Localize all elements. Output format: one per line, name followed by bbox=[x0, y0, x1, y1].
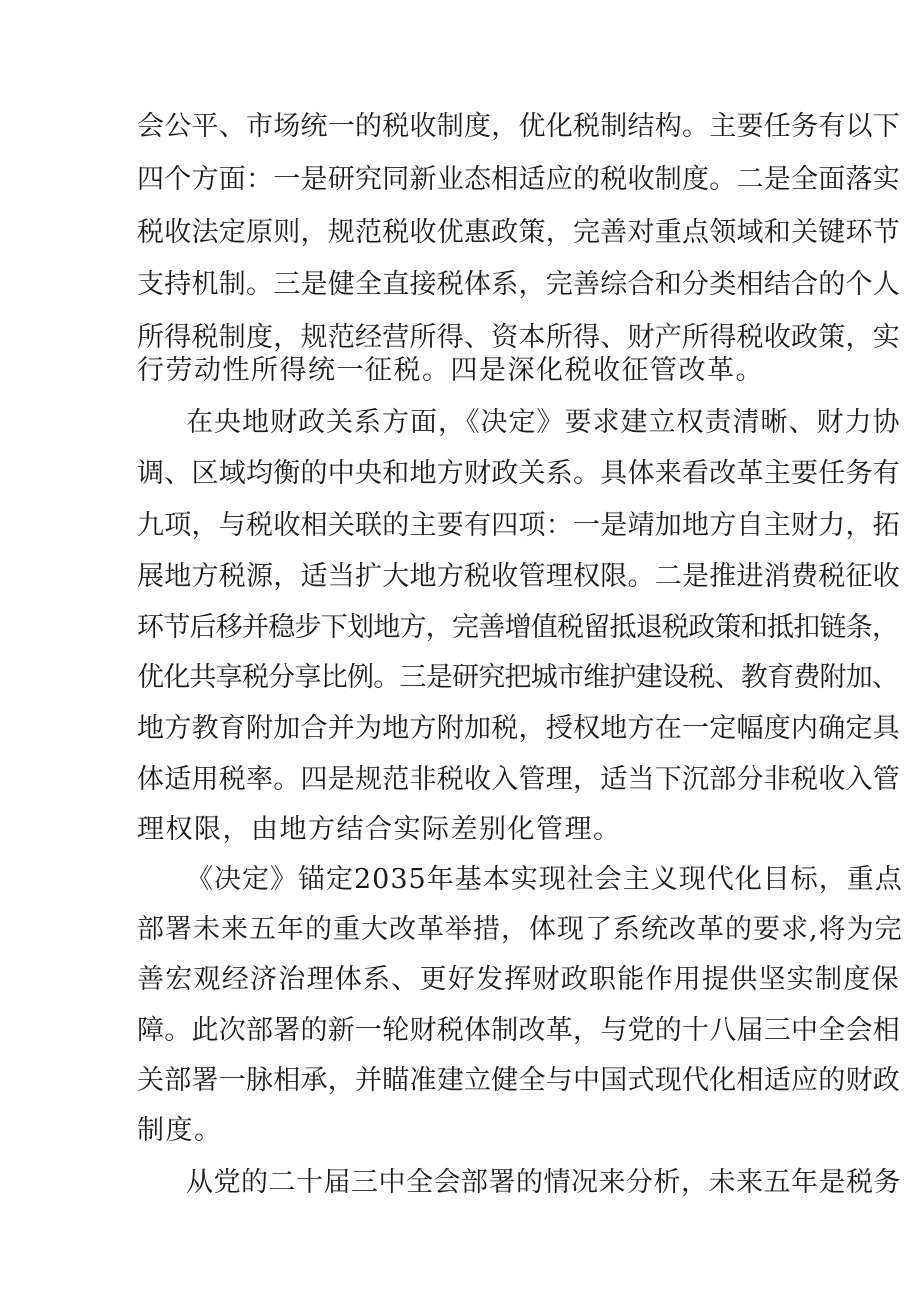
paragraph-line: 《决定》锚定2035年基本实现社会主义现代化目标，重点 bbox=[186, 864, 903, 895]
paragraph-line: 障。此次部署的新一轮财税体制改革，与党的十八届三中全会相 bbox=[137, 1015, 900, 1046]
paragraph-line: 制度。 bbox=[137, 1115, 223, 1146]
paragraph-line: 会公平、市场统一的税收制度，优化税制结构。主要任务有以下 bbox=[137, 111, 900, 142]
paragraph-line: 四个方面：一是研究同新业态相适应的税收制度。二是全面落实 bbox=[137, 164, 900, 195]
paragraph-line: 调、区域均衡的中央和地方财政关系。具体来看改革主要任务有 bbox=[137, 458, 900, 489]
paragraph-line: 所得税制度，规范经营所得、资本所得、财产所得税收政策，实 bbox=[137, 322, 900, 353]
paragraph-line: 在央地财政关系方面，《决定》要求建立权责清晰、财力协 bbox=[186, 407, 901, 438]
paragraph-line: 税收法定原则，规范税收优惠政策，完善对重点领域和关键环节 bbox=[137, 217, 900, 248]
paragraph-line: 行劳动性所得统一征税。四是深化税收征管改革。 bbox=[137, 355, 764, 386]
paragraph-line: 地方教育附加合并为地方附加税，授权地方在一定幅度内确定具 bbox=[137, 713, 900, 744]
paragraph-line: 支持机制。三是健全直接税体系，完善综合和分类相结合的个人 bbox=[137, 269, 900, 300]
paragraph-line: 优化共享税分享比例。三是研究把城市维护建设税、教育费附加、 bbox=[137, 662, 899, 693]
paragraph-line: 善宏观经济治理体系、更好发挥财政职能作用提供坚实制度保 bbox=[137, 964, 900, 995]
paragraph-line: 体适用税率。四是规范非税收入管理，适当下沉部分非税收入管 bbox=[137, 764, 900, 795]
paragraph-line: 展地方税源，适当扩大地方税收管理权限。二是推进消费税征收 bbox=[137, 561, 900, 592]
paragraph-line: 理权限，由地方结合实际差别化管理。 bbox=[137, 814, 622, 845]
paragraph-line: 九项，与税收相关联的主要有四项：一是靖加地方自主财力，拓 bbox=[137, 510, 900, 541]
paragraph-line: 部署未来五年的重大改革举措，体现了系统改革的要求,将为完 bbox=[137, 914, 903, 945]
paragraph-line: 从党的二十届三中全会部署的情况来分析，未来五年是税务 bbox=[186, 1167, 901, 1198]
paragraph-line: 关部署一脉相承，并瞄准建立健全与中国式现代化相适应的财政 bbox=[137, 1065, 900, 1096]
paragraph-line: 环节后移并稳步下划地方，完善增值税留抵退税政策和抵扣链条， bbox=[137, 612, 899, 643]
